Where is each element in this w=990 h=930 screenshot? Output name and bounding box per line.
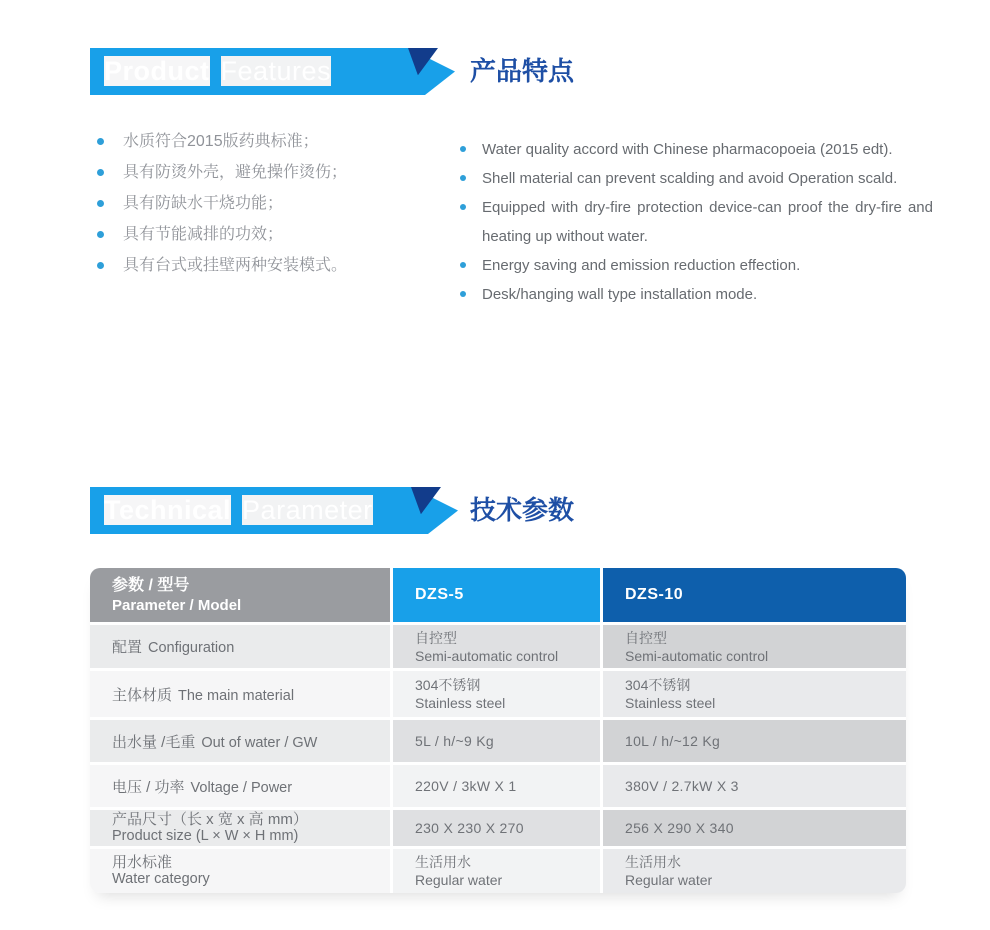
- technical-parameter-title: [104, 487, 373, 534]
- label-en: The main material: [178, 687, 295, 704]
- label-zh: 配置: [112, 639, 143, 656]
- header-cell-dzs5: [393, 568, 600, 622]
- feature-item-zh: [97, 219, 442, 250]
- row-label-product-size: [90, 810, 390, 846]
- value-en: Regular water: [415, 872, 503, 888]
- bullet-dot-icon: [460, 175, 466, 181]
- technical-parameter-table: [90, 568, 906, 893]
- label-zh: 用水标准: [112, 854, 173, 871]
- value-zh: 生活用水: [625, 854, 681, 870]
- value: 220V / 3kW X 1: [415, 778, 517, 794]
- title-word-bold: Technical: [104, 495, 232, 525]
- value-cell-dzs10-water-category: [603, 849, 906, 893]
- model-name: DZS-10: [625, 586, 684, 603]
- label-zh: 产品尺寸（长 x 宽 x 高 mm）: [112, 811, 308, 828]
- value-cell-dzs5-water-category: [393, 849, 600, 893]
- value-zh: 生活用水: [415, 854, 471, 870]
- value-cell-dzs10-voltage: [603, 765, 906, 807]
- bullet-dot-icon: [460, 146, 466, 152]
- bullet-dot-icon: [97, 231, 104, 238]
- label-en: Water category: [112, 871, 210, 887]
- label-en: Voltage / Power: [190, 779, 293, 796]
- product-features-title-zh: 产品特点: [470, 56, 575, 86]
- feature-text-en: Shell material can prevent scalding and avoid Operation scald.: [482, 170, 898, 187]
- value-cell-dzs10-configuration: [603, 625, 906, 668]
- value-cell-dzs10-material: [603, 671, 906, 717]
- feature-item-en: [458, 164, 933, 193]
- feature-text-en: Equipped with dry-fire protection device-can proof the dry-fire and heating up without water.: [482, 199, 933, 245]
- feature-item-en: [458, 251, 933, 280]
- value-en: Stainless steel: [625, 695, 716, 711]
- value: 230 X 230 X 270: [415, 820, 524, 836]
- bullet-dot-icon: [460, 291, 466, 297]
- label-en: Configuration: [148, 640, 235, 656]
- label-zh: 出水量 /毛重: [112, 733, 196, 751]
- header-param-en: Parameter / Model: [112, 596, 242, 614]
- value-cell-dzs5-voltage: [393, 765, 600, 807]
- value-en: Regular water: [625, 872, 713, 888]
- value-cell-dzs5-material: [393, 671, 600, 717]
- bullet-dot-icon: [97, 169, 104, 176]
- bullet-dot-icon: [97, 138, 104, 145]
- value-cell-dzs5-out-of-water: [393, 720, 600, 762]
- feature-item-zh: [97, 157, 442, 188]
- row-label-out-of-water: [90, 720, 390, 762]
- header-param-zh: 参数 / 型号: [112, 576, 190, 594]
- row-label-voltage-power: [90, 765, 390, 807]
- feature-text-zh: 具有台式或挂壁两种安装模式。: [123, 257, 348, 274]
- feature-item-zh: [97, 188, 442, 219]
- value: 5L / h/~9 Kg: [415, 733, 494, 749]
- header-cell-parameter-model: [90, 568, 390, 622]
- feature-text-en: Energy saving and emission reduction effection.: [482, 257, 801, 274]
- label-en: Out of water / GW: [201, 734, 318, 751]
- feature-text-en: Desk/hanging wall type installation mode.: [482, 286, 758, 303]
- label-zh: 主体材质: [112, 686, 173, 704]
- feature-text-zh: 具有节能减排的功效；: [123, 226, 284, 243]
- feature-list-zh: [97, 126, 442, 281]
- feature-text-en: Water quality accord with Chinese pharmacopoeia (2015 edt).: [482, 141, 893, 158]
- row-label-main-material: [90, 671, 390, 717]
- value-cell-dzs10-size: [603, 810, 906, 846]
- bullet-dot-icon: [97, 200, 104, 207]
- model-name: DZS-5: [415, 586, 464, 603]
- feature-item-en: [458, 193, 933, 251]
- bullet-dot-icon: [97, 262, 104, 269]
- value: 10L / h/~12 Kg: [625, 733, 721, 749]
- feature-text-zh: 具有防烫外壳，避免操作烫伤；: [123, 164, 348, 181]
- product-features-title: [104, 48, 331, 95]
- bullet-dot-icon: [460, 204, 466, 210]
- row-label-water-category: [90, 849, 390, 893]
- title-word-regular: Parameter: [242, 495, 373, 525]
- header-cell-dzs10: [603, 568, 906, 622]
- label-zh: 电压 / 功率: [112, 778, 185, 796]
- row-label-configuration: [90, 625, 390, 668]
- value-cell-dzs5-size: [393, 810, 600, 846]
- value-cell-dzs5-configuration: [393, 625, 600, 668]
- feature-item-en: [458, 135, 933, 164]
- feature-item-zh: [97, 250, 442, 281]
- feature-item-zh: [97, 126, 442, 157]
- feature-text-zh: 水质符合2015版药典标准；: [123, 133, 319, 150]
- value-zh: 自控型: [415, 629, 457, 646]
- feature-item-en: [458, 280, 933, 309]
- value-zh: 304不锈钢: [625, 677, 691, 693]
- value-cell-dzs10-out-of-water: [603, 720, 906, 762]
- title-word-bold: Product: [104, 56, 210, 86]
- bullet-dot-icon: [460, 262, 466, 268]
- technical-parameter-banner: [90, 487, 458, 534]
- value-en: Semi-automatic control: [625, 647, 769, 664]
- technical-parameter-title-zh: 技术参数: [470, 495, 575, 525]
- value-zh: 304不锈钢: [415, 677, 481, 693]
- value: 256 X 290 X 340: [625, 820, 734, 836]
- feature-text-zh: 具有防缺水干烧功能；: [123, 195, 284, 212]
- value-zh: 自控型: [625, 629, 667, 646]
- table-grid: [90, 568, 906, 893]
- title-word-regular: Features: [220, 56, 332, 86]
- value-en: Semi-automatic control: [415, 647, 559, 664]
- value: 380V / 2.7kW X 3: [625, 778, 739, 794]
- value-en: Stainless steel: [415, 695, 506, 711]
- product-features-banner: [90, 48, 455, 95]
- feature-list-en: [458, 135, 933, 309]
- label-en: Product size (L × W × H mm): [112, 828, 299, 844]
